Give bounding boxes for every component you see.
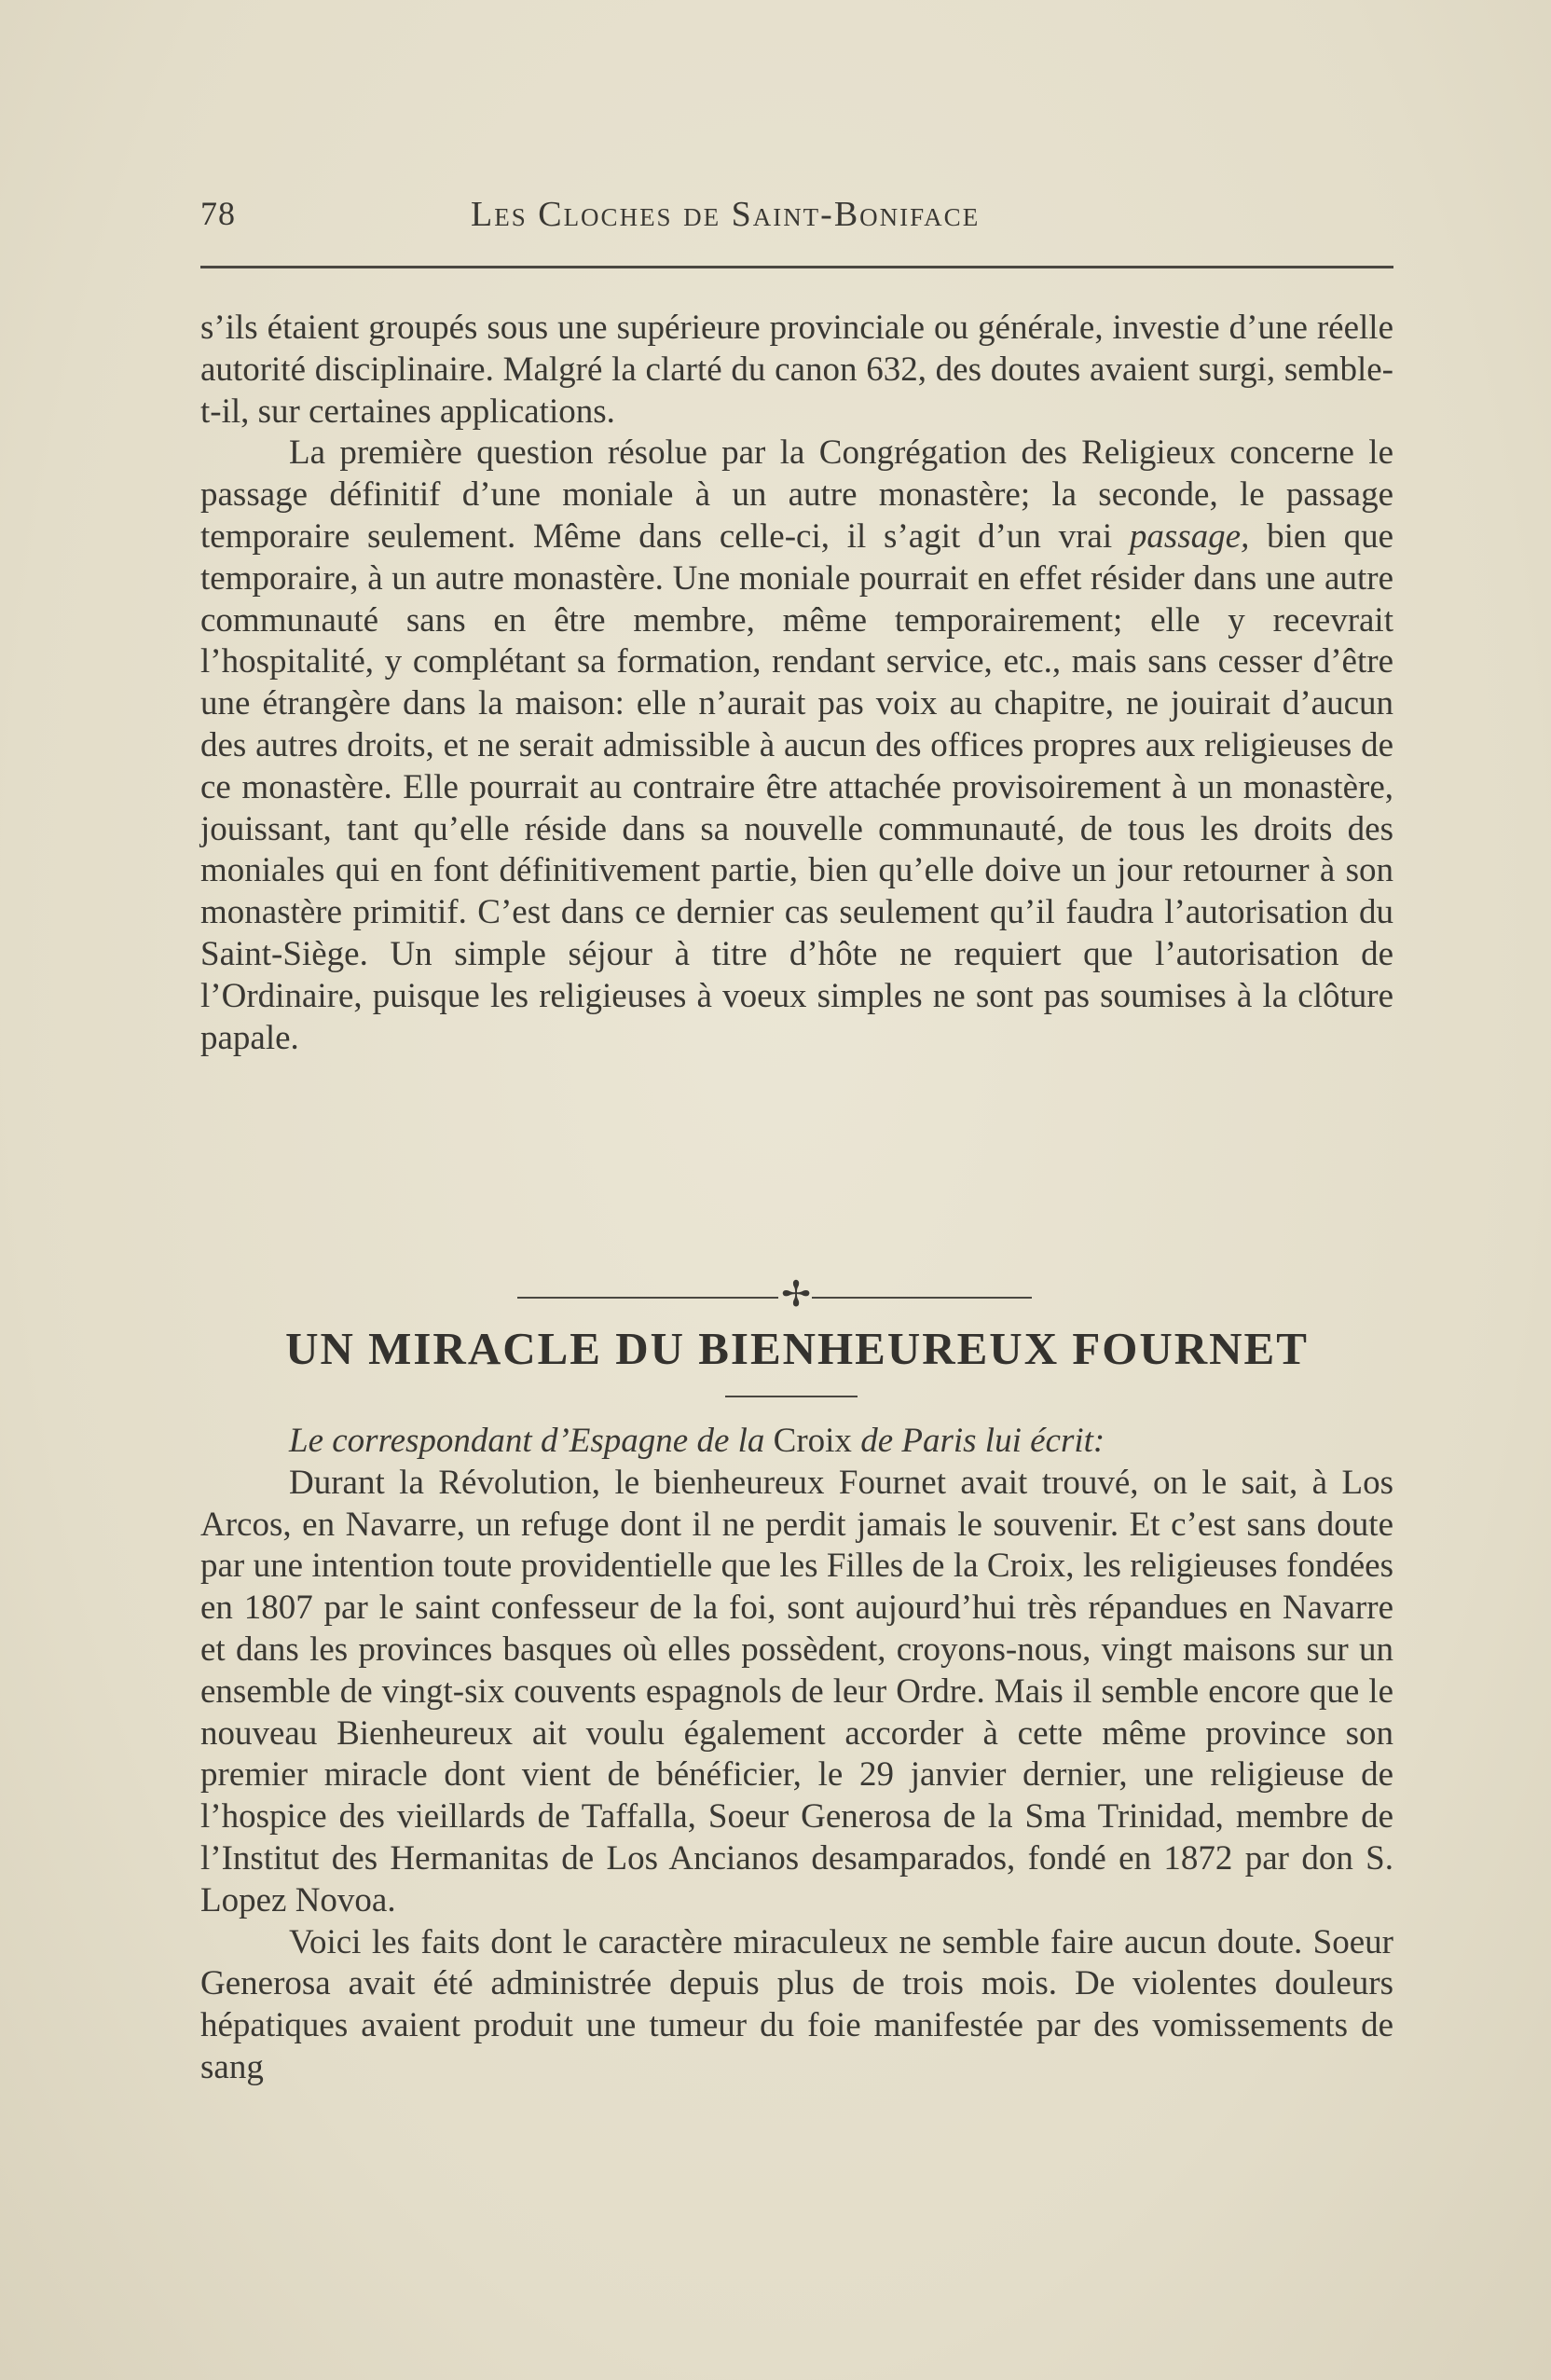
header-rule <box>200 266 1393 268</box>
ornament-rule-right <box>812 1297 1032 1299</box>
article-body <box>200 1421 1393 2089</box>
title-rule <box>725 1396 858 1397</box>
text-run: de Paris lui écrit: <box>851 1422 1105 1460</box>
intro-line <box>200 1421 1393 1463</box>
article-title: UN MIRACLE DU BIENHEUREUX FOURNET <box>285 1323 1309 1374</box>
ornament-rule-left <box>517 1297 778 1299</box>
paragraph: s’ils étaient groupés sous une supérieure provinciale ou générale, investie d’une réelle autorité disciplinaire. Malgré la clarté du canon 632, des doutes avaient surgi, semble-t-il, sur certaines applications. <box>200 309 1393 431</box>
text-run: bien que temporaire, à un autre monastère. Une moniale pourrait en effet résider dans une autre communauté sans en être membre, même temporairement; elle y recevrait l’hospitalité, y complétant sa formation, rendant service, etc., mais sans cesser d’être une étrangère dans la maison: elle n’aurait pas voix au chapitre, ne jouirait d’aucun des autres droits, et ne serait admissible à aucun des offices propres aux religieuses de ce monastère. Elle pourrait au contraire être attachée provisoirement à un monastère, jouissant, tant qu’elle réside dans sa nouvelle communauté, de tous les droits des moniales qui en font définitivement partie, bien qu’elle doive un jour retourner à son monastère primitif. C’est dans ce dernier cas seulement qu’il faudra l’autorisation du Saint-Siège. Un simple séjour à titre d’hôte ne requiert que l’autorisation de l’Ordinaire, puisque les religieuses à voeux simples ne sont pas soumises à la clôture papale. <box>200 516 1393 1057</box>
page-header <box>200 186 1393 242</box>
newspaper-name: Croix <box>773 1422 852 1460</box>
running-head: Les Cloches de Saint-Boniface <box>471 195 981 234</box>
paragraph: Durant la Révolution, le bienheureux Fournet avait trouvé, on le sait, à Los Arcos, en Navarre, un refuge dont il ne perdit jamais le souvenir. Et c’est sans doute par une intention toute providentielle que les Filles de la Croix, les religieuses fondées en 1807 par le saint confesseur de la foi, sont aujourd’hui très répandues en Navarre et dans les provinces basques où elles possèdent, croyons-nous, vingt maisons sur un ensemble de vingt-six couvents espagnols de leur Ordre. Mais il semble encore que le nouveau Bienheureux ait voulu également accorder à cette même province son premier miracle dont vient de bénéficier, le 29 janvier dernier, une religieuse de l’hospice des vieillards de Taffalla, Soeur Generosa de la Sma Trinidad, membre de l’Institut des Hermanitas de Los Ancianos desamparados, fondé en 1872 par don S. Lopez Novoa. <box>200 1463 1393 1919</box>
text-run: La première question résolue par la Congrégation des Religieux concerne le passage définitif d’une moniale à un autre monastère; la seconde, le passage temporaire seulement. Même dans celle-ci, il s’agit d’un vrai <box>200 433 1393 556</box>
paragraph <box>200 433 1393 1059</box>
paragraph: Voici les faits dont le caractère miraculeux ne semble faire aucun doute. Soeur Generosa avait été administrée depuis plus de trois mois. De violentes douleurs hépatiques avaient produit une tumeur du foie manifestée par des vomissements de sang <box>200 1922 1393 2086</box>
italic-term: passage, <box>1129 516 1250 556</box>
cross-icon: ✢ <box>781 1273 811 1314</box>
section-ornament <box>517 1273 1077 1316</box>
page-number: 78 <box>200 195 236 232</box>
article-continuation <box>200 308 1393 1059</box>
text-run: Le correspondant d’Espagne de la <box>289 1422 774 1460</box>
